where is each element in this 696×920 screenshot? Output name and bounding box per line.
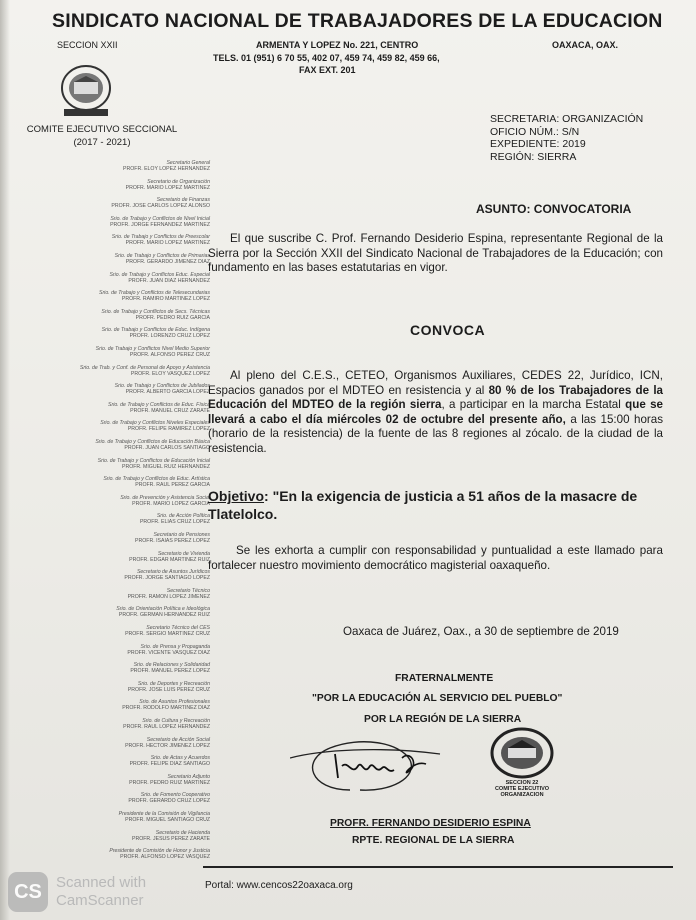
- roster-position: Srio. de Acción Política: [156, 513, 210, 520]
- roster-position: Srio. de Trabajo y Conflictos Niveles Especiales: [100, 420, 210, 427]
- roster-entry: [128, 792, 210, 804]
- roster-person: PROFR. MIGUEL SANTIAGO CRUZ: [125, 817, 210, 823]
- roster-position: Secretario de Pensiones: [153, 532, 210, 538]
- roster-person: PROFR. JOSE LUIS PEREZ CRUZ: [127, 686, 210, 693]
- roster-person: PROFR. ELOY VASQUEZ LOPEZ: [130, 370, 210, 377]
- objective-label: Objetivo: [208, 488, 265, 504]
- roster-position: Srio. de Prevención y Asistencia Social: [120, 494, 210, 501]
- convocation-paragraph: [208, 369, 663, 457]
- roster-person: PROFR. ISAIAS PEREZ LOPEZ: [135, 538, 210, 544]
- roster-entry: [109, 848, 210, 860]
- roster-person: PROFR. JORGE FERNANDEZ MARTINEZ: [110, 221, 210, 228]
- phones-line: TELS. 01 (951) 6 70 55, 402 07, 459 74, 459 82, 459 66,: [213, 53, 440, 63]
- para2-c: , a participar en la marcha Estatal: [441, 398, 626, 412]
- roster-position: Srio. de Trabajo y Conflictos de Educ. Física: [108, 401, 210, 408]
- fax-line: FAX EXT. 201: [299, 65, 356, 75]
- roster-entry: [135, 532, 210, 544]
- roster-entry: [125, 625, 210, 637]
- closing-region: POR LA REGIÓN DE LA SIERRA: [364, 714, 522, 725]
- roster-person: PROFR. LORENZO CRUZ LOPEZ: [129, 333, 210, 340]
- roster-position: Srio. de Relaciones y Solidaridad: [133, 662, 210, 669]
- roster-entry: [109, 272, 210, 284]
- roster-person: PROFR. JUAN CARLOS SANTIAGO: [124, 445, 210, 451]
- roster-person: PROFR. MANUEL CRUZ ZARATE: [130, 407, 210, 414]
- committee-block: [22, 123, 182, 149]
- roster-person: PROFR. FELIPE DIAZ SANTIAGO: [129, 761, 210, 768]
- roster-person: PROFR. MARIO LOPEZ MARTINEZ: [125, 184, 210, 191]
- roster-person: PROFR. EDGAR MARTINEZ RUIZ: [129, 556, 210, 563]
- union-emblem-icon: [58, 62, 114, 118]
- seal-stamp-icon: [488, 726, 556, 780]
- roster-person: PROFR. JORGE SANTIAGO LOPEZ: [124, 575, 210, 582]
- roster-position: Srio. de Asuntos Profesionales: [139, 699, 210, 706]
- roster-position: Srio. de Deportes y Recreación: [137, 680, 210, 687]
- roster-entry: [140, 513, 210, 525]
- portal-link[interactable]: Portal: www.cencos22oaxaca.org: [205, 880, 353, 891]
- roster-entry: [130, 662, 210, 674]
- meta-expediente: EXPEDIENTE: 2019: [490, 138, 586, 150]
- closing-motto: "POR LA EDUCACIÓN AL SERVICIO DEL PUEBLO": [312, 693, 563, 704]
- roster-person: PROFR. MARIO LOPEZ MARTINEZ: [125, 240, 210, 247]
- roster-entry: [112, 234, 210, 246]
- roster-entry: [129, 774, 210, 786]
- roster-position: Srio. de Trabajo y Conflictos de Educación Básica: [95, 439, 210, 445]
- seal-text: [490, 780, 554, 798]
- roster-entry: [102, 327, 210, 339]
- roster-person: PROFR. ALBERTO GARCIA LOPEZ: [125, 389, 210, 396]
- roster-position: Srio. de Trabajo y Conflictos de Secs. Técnicas: [101, 308, 210, 315]
- roster-position: Secretario de Acción Social: [146, 736, 210, 743]
- roster-person: PROFR. PEDRO RUIZ GARCIA: [135, 314, 210, 321]
- committee-period: (2017 - 2021): [73, 137, 131, 148]
- roster-position: Srio. de Trabajo y Conflictos de Primarias: [114, 253, 210, 259]
- roster-person: PROFR. MIGUEL RUIZ HERNANDEZ: [122, 463, 210, 470]
- roster-entry: [127, 644, 210, 656]
- roster-person: PROFR. MANUEL PEREZ LOPEZ: [130, 668, 210, 675]
- para2-a: Al pleno del C.E.S., CETEO, Organismos Auxiliares, CEDES 22, Jurídico, ICN, Espacios ganados por el MDTEO en resistencia y al: [208, 369, 663, 397]
- roster-position: Presidente de Comisión de Honor y Justicia: [109, 848, 210, 855]
- roster-person: PROFR. GERARDO JIMENEZ DIAZ: [125, 259, 210, 265]
- convoca-heading: CONVOCA: [410, 322, 486, 338]
- roster-entry: [103, 476, 210, 488]
- roster-position: Presidente de la Comisión de Vigilancia: [118, 811, 210, 817]
- reference-block: [490, 113, 643, 163]
- roster-position: Secretario de Hacienda: [155, 829, 210, 836]
- roster-position: Srio. de Trabajo y Conflictos de Preescolar: [111, 234, 210, 241]
- seal-line-3: ORGANIZACION: [500, 792, 544, 798]
- roster-person: PROFR. SERGIO MARTINEZ CRUZ: [125, 631, 210, 637]
- roster-person: PROFR. ALFONSO LOPEZ VASQUEZ: [120, 854, 210, 861]
- roster-entry: [126, 179, 210, 191]
- roster-position: Secretario de Finanzas: [156, 197, 210, 204]
- roster-entry: [116, 606, 210, 618]
- roster-entry: [111, 197, 210, 209]
- objective-block: [208, 487, 668, 523]
- roster-entry: [128, 681, 210, 693]
- para2-e: a las 15:00 horas (horario de la resistencia) de la fuente de las 8 regiones al zócalo. de la ciudad de la resistencia.: [208, 412, 664, 455]
- roster-position: Srio. de Trabajo y Conflictos de Telesecundarias: [98, 290, 210, 297]
- roster-position: Srio. de Trabajo y Conflictos de Nivel Inicial: [110, 215, 210, 222]
- roster-entry: [125, 737, 210, 749]
- roster-person: PROFR. GERARDO CRUZ LOPEZ: [128, 798, 210, 805]
- meta-secretaria: SECRETARIA: ORGANIZACIÓN: [490, 113, 644, 125]
- roster-person: PROFR. HECTOR JIMENEZ LOPEZ: [125, 742, 210, 749]
- meta-oficio: OFICIO NÚM.: S/N: [490, 125, 580, 138]
- roster-entry: [130, 755, 210, 767]
- page-edge-shadow: [0, 0, 10, 920]
- city-label: OAXACA, OAX.: [552, 40, 619, 50]
- roster-person: PROFR. JUAN DIAZ HERNANDEZ: [128, 277, 210, 284]
- watermark-line-1: Scanned with: [56, 874, 147, 891]
- roster-person: PROFR. JOSE CARLOS LOPEZ ALONSO: [111, 203, 210, 210]
- roster-position: Srio. de Trabajo y Conflictos de Educación Inicial: [97, 457, 210, 464]
- roster-position: Secretario Técnico: [166, 587, 210, 594]
- signer-name: PROFR. FERNANDO DESIDERIO ESPINA: [330, 818, 531, 829]
- footer-rule: [203, 866, 673, 868]
- roster-person: PROFR. RODOLFO MARTINEZ DIAZ: [122, 705, 210, 712]
- roster-entry: [108, 402, 210, 414]
- roster-person: PROFR. RAUL LOPEZ HERNANDEZ: [123, 724, 210, 730]
- roster-entry: [119, 811, 210, 823]
- place-date: Oaxaca de Juárez, Oax., a 30 de septiembre de 2019: [343, 625, 619, 638]
- section-label: SECCION XXII: [57, 40, 118, 50]
- roster-person: PROFR. PEDRO RUIZ MARTINEZ: [129, 779, 210, 786]
- roster-position: Srio. de Orientación Política e Ideológica: [116, 606, 210, 613]
- roster-person: PROFR. ELOY LOPEZ HERNANDEZ: [123, 166, 210, 172]
- address-line: ARMENTA Y LOPEZ No. 221, CENTRO: [256, 40, 419, 50]
- roster-person: PROFR. GERMAN HERNANDEZ RUIZ: [118, 612, 210, 619]
- roster-entry: [128, 588, 210, 600]
- roster-position: Srio. de Trabajo y Conflictos Nivel Medio Superior: [95, 346, 210, 352]
- meta-region: REGIÓN: SIERRA: [490, 150, 577, 163]
- roster-entry: [101, 309, 210, 321]
- roster-entry: [124, 569, 210, 581]
- roster-entry: [98, 458, 210, 470]
- roster-entry: [100, 420, 210, 432]
- roster-position: Srio. de Cultura y Recreación: [142, 718, 210, 724]
- roster-person: PROFR. RAMON LOPEZ JIMENEZ: [127, 593, 210, 600]
- roster-position: Srio. de Trabajo y Conflictos de Educ. Indígena: [101, 327, 210, 334]
- closing-fraternal: FRATERNALMENTE: [395, 673, 494, 684]
- roster-entry: [99, 290, 210, 302]
- seal-line-2: COMITE EJECUTIVO: [494, 786, 550, 792]
- roster-person: PROFR. RAUL PEREZ GARCIA: [135, 482, 210, 489]
- roster-position: Secretario Adjunto: [167, 773, 210, 780]
- roster-entry: [115, 383, 210, 395]
- roster-entry: [120, 495, 210, 507]
- para2-b: 80 % de los Trabajadores de la Educación del MDTEO de la región sierra: [208, 383, 663, 412]
- roster-entry: [115, 253, 210, 265]
- roster-position: Srio. de Trabajo y Conflictos de Educ. Artística: [103, 476, 210, 483]
- watermark-line-2: CamScanner: [56, 892, 144, 909]
- para2-d: que se llevará a cabo el día miércoles 02 de octubre del presente año,: [208, 398, 663, 426]
- roster-position: Secretario de Vivienda: [157, 550, 210, 557]
- roster-position: Srio. de Actas y Acuerdos: [150, 755, 210, 762]
- roster-position: Secretario Técnico del CES: [146, 625, 210, 631]
- roster-entry: [122, 699, 210, 711]
- roster-person: PROFR. VICENTE VASQUEZ DIAZ: [127, 649, 210, 656]
- roster-entry: [110, 216, 210, 228]
- intro-paragraph: El que suscribe C. Prof. Fernando Desiderio Espina, representante Regional de la Sierra por la Sección XXII del Sindicato Nacional de Trabajadores de la Educación; con fundamento en las bases estatutarias en vigor.: [208, 232, 663, 275]
- roster-person: PROFR. JESUS PEREZ ZARATE: [131, 835, 210, 842]
- roster-position: Srio. de Trab. y Conf. de Personal de Apoyo y Asistencia: [79, 364, 210, 371]
- roster-position: Srio. de Fomento Cooperativo: [140, 792, 210, 799]
- roster-position: Secretario de Asuntos Jurídicos: [136, 569, 210, 576]
- roster-entry: [80, 365, 210, 377]
- roster-entry: [129, 551, 210, 563]
- signature-icon: [290, 720, 450, 810]
- roster-entry: [132, 830, 210, 842]
- roster-position: Srio. de Prensa y Propaganda: [140, 643, 210, 650]
- roster-entry: [96, 346, 210, 358]
- roster-entry: [123, 718, 210, 730]
- signer-role: RPTE. REGIONAL DE LA SIERRA: [352, 835, 515, 846]
- objective-text: : "En la exigencia de justicia a 51 años de la masacre de Tlatelolco.: [208, 488, 638, 522]
- roster-person: PROFR. ELIAS CRUZ LOPEZ: [139, 519, 210, 526]
- committee-title: COMITE EJECUTIVO SECCIONAL: [26, 124, 178, 135]
- roster-person: PROFR. ALFONSO PEREZ CRUZ: [129, 352, 210, 358]
- roster-position: Secretario General: [166, 160, 210, 166]
- roster-entry: [123, 160, 210, 172]
- camscanner-logo-icon: CS: [8, 872, 48, 912]
- roster-person: PROFR. RAMIRO MARTINEZ LOPEZ: [121, 296, 210, 303]
- roster-person: PROFR. FELIPE RAMIREZ LOPEZ: [127, 426, 210, 433]
- roster-position: Srio. de Trabajo y Conflictos de Jubilados: [114, 383, 210, 390]
- subject-line: ASUNTO: CONVOCATORIA: [476, 202, 632, 216]
- roster-person: PROFR. MARIO LOPEZ GARCIA: [132, 500, 210, 507]
- seal-line-1: SECCION 22: [505, 780, 539, 786]
- roster-position: Srio. de Trabajo y Conflictos Educ. Especial: [109, 271, 210, 278]
- scanner-watermark: [56, 874, 146, 910]
- roster-position: Secretario de Organización: [147, 178, 210, 185]
- roster-entry: [95, 439, 210, 451]
- union-title: SINDICATO NACIONAL DE TRABAJADORES DE LA EDUCACION: [52, 10, 663, 32]
- exhort-paragraph: Se les exhorta a cumplir con responsabilidad y puntualidad a este llamado para fortalecer nuestro movimiento democrático magisterial oaxaqueño.: [208, 544, 663, 572]
